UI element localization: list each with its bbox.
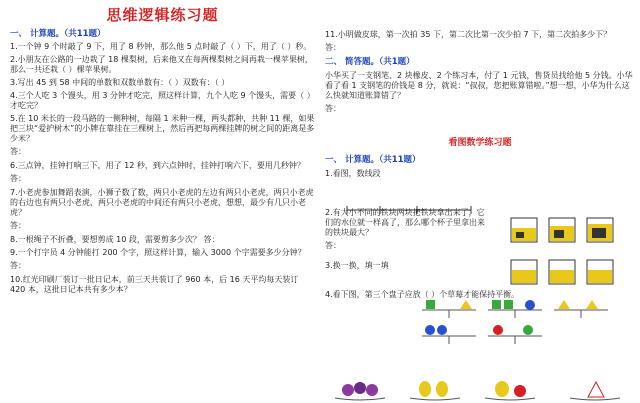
page-title: 思维逻辑练习题 xyxy=(106,6,219,24)
question-10: 10.红光印刷厂装订一批日记本，前三天共装订了 960 本，后 16 天平均每天装订 420 本，这批日记本共有多少本？ xyxy=(10,275,299,295)
answer-5: 答： xyxy=(10,147,26,157)
fruit-plates-figure xyxy=(330,372,635,402)
question-9: 9.一个打字员 4 分钟能打 200 个字，照这样计算，输入 3000 个字需要多少分钟？ xyxy=(10,248,306,258)
answer-7: 答： xyxy=(10,221,26,231)
answer-6: 答： xyxy=(10,174,26,184)
picture-question-3: 3.换一换，填一填 xyxy=(325,260,389,270)
answer-11: 答： xyxy=(325,43,341,52)
picture-math-subtitle: 看图数学练习题 xyxy=(448,137,512,148)
short-question-1: 小华买了一支钢笔、2 块橡皮、2 个练习本，付了 1 元钱，售货员找给他 5 分钱。小华看了看 1 支钢笔的价钱是 8 分，就说：“叔叔，您把账算错啦。”想一想，小华为什么这么快就知道账算错了？ xyxy=(325,70,633,100)
question-1: 1.一个钟 9 个时敲了 9 下，用了 8 秒钟，那么他 5 点时敲了（ ）下，用了（ ）秒。 xyxy=(10,42,312,52)
picture-question-4: 4.看下图，第三个盘子应放（ ）个草莓才能保持平衡。 xyxy=(325,289,520,299)
question-11: 11.小明做皮球，第一次拍 35 下，第二次比第一次少拍 7 下，第二次拍多少下？ xyxy=(325,30,612,39)
section-heading-picture: 一、 计算题。（共11题） xyxy=(325,154,421,165)
section-heading-short: 二、 简答题。（共1题） xyxy=(325,57,415,67)
question-7: 7.小老虎参加舞蹈表演，小狮子数了数，两只小老虎的左边有两只小老虎，两只小老虎的右边也有两只小老虎，两只小老虎的中间还有两只小老虎，想想，最少有几只小老虎？ xyxy=(10,188,314,218)
left-column xyxy=(10,0,315,403)
answer-short-1: 答： xyxy=(325,103,341,113)
answer-9: 答： xyxy=(10,261,26,271)
picture-question-1: 1.看图，数线段 xyxy=(325,168,381,178)
question-5: 5.在 10 米长的一段马路的一侧种树，每隔 1 米种一棵，两头都种，共种 11 棵，如果把三块“爱护树木”的小牌在靠挂在三棵树上，然后再把每两棵挂牌的树之间的距离是多少米？ xyxy=(10,114,315,144)
section-heading-calc: 一、 计算题。（共11题） xyxy=(10,28,106,39)
question-2: 2.小朋友在公路的一边栽了 18 棵梨树，后来他又在每两棵梨树之间再栽一棵苹果树，那么一共还栽（ ）棵苹果树。 xyxy=(10,55,313,75)
water-cups-figure xyxy=(505,210,635,290)
question-3: 3.写出 45 到 58 中间的单数和双数单数有：（ ）双数有：（ ） xyxy=(10,78,230,88)
question-6: 6.三点钟，挂钟打响三下，用了 12 秒，到六点钟时，挂钟打响六下，要用几秒钟？ xyxy=(10,161,305,171)
answer-picture-2: 答： xyxy=(325,240,341,250)
question-8: 8.一根绳子不折叠，要想剪成 10 段，需要剪多少次？ 答： xyxy=(10,235,220,245)
question-4: 4.三个人吃 3 个馒头，用 3 分钟才吃完，照这样计算，九个人吃 9 个馒头，需要（ ）才吃完？ xyxy=(10,91,315,111)
picture-question-2: 2.有大小不同的铁块两块把铁块拿出来了，它们的水位就一样高了，那么哪个杯子里拿出来的铁块最大？ xyxy=(325,207,485,237)
balance-scales-figure xyxy=(418,296,618,346)
line-segment-figure xyxy=(345,203,475,217)
